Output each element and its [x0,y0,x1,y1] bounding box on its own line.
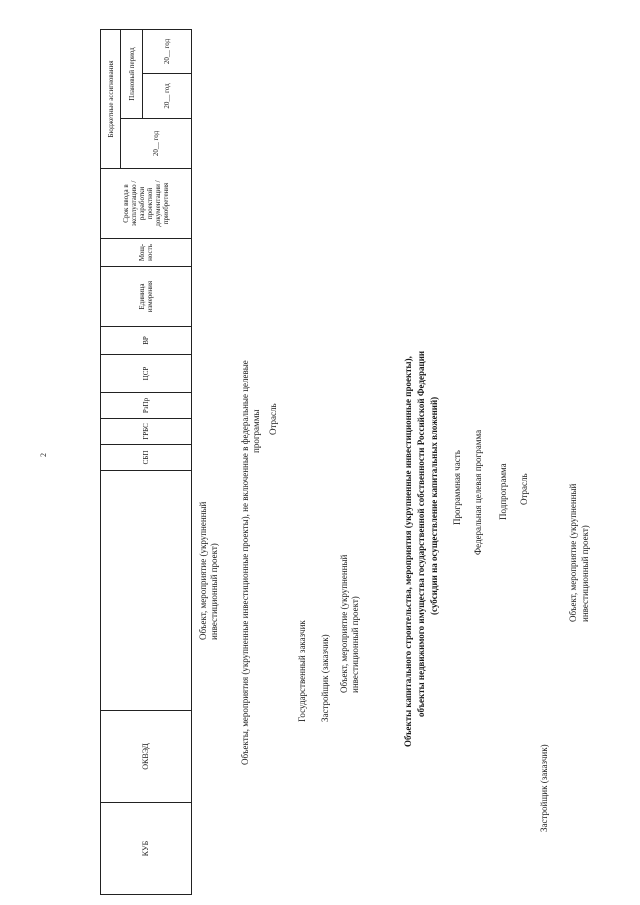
program-part-label: Программная часть [452,450,462,525]
col-year-next1-header: 20__ год [143,74,192,119]
section2-title-line3: (субсидии на осуществление капитальных вложений) [429,396,439,615]
section2-industry: Отрасль [519,473,529,505]
developer-label-1: Застройщик (заказчик) [320,634,330,722]
col-csr-header: ЦСР [101,355,192,393]
col-unit-header: Единица измерения [101,267,192,327]
col-vr-header: ВР [101,327,192,355]
col-budget-header: Бюджетные ассигнования [101,30,121,169]
object-line-2a: Объект, мероприятие (укрупненный [339,554,349,693]
object-line-1b: инвестиционный проект) [209,543,219,640]
section2-title-line1: Объекты капитального строительства, мероприятия (укрупненные инвестиционные проекты), [403,356,413,747]
col-kuf-header: КУБ [101,803,192,895]
col-okved-header: ОКВЭД [101,711,192,803]
col-grbs-header: ГРБС [101,419,192,445]
col-rzpr-header: РзПр [101,393,192,419]
col-term-header: Срок ввода в эксплуатацию / разработки проектной документации / приобретения [101,169,192,239]
col-planning-period-header: Плановый период [121,30,143,119]
col-year-current-header: 20__ год [121,119,192,169]
col-year-next2-header: 20__ год [143,30,192,74]
object-line-1a: Объект, мероприятие (укрупненный [198,501,208,640]
page-number: 2 [39,453,48,457]
gov-customer-label: Государственный заказчик [297,620,307,722]
col-name-header [101,471,192,711]
developer-label-2: Застройщик (заказчик) [539,744,549,832]
section1-industry: Отрасль [268,403,278,435]
section1-title-line1: Объекты, мероприятия (укрупненные инвестиционные проекты), не включенные в федеральные целевые [240,360,250,765]
object-line-2b: инвестиционный проект) [350,596,360,693]
section2-title-line2: объекты недвижимого имущества государственной собственности Российской Федерации [416,350,426,717]
subprogram-label: Подпрограмма [498,463,508,520]
federal-program-label: Федеральная целевая программа [473,429,483,555]
col-capacity-header: Мощ-ность [101,239,192,267]
budget-table-header [100,29,192,895]
col-sbp-header: СБП [101,445,192,471]
section1-title-line2: программы [251,409,261,453]
object-line-3a: Объект, мероприятие (укрупненный [568,483,578,622]
object-line-3b: инвестиционный проект) [580,525,590,622]
